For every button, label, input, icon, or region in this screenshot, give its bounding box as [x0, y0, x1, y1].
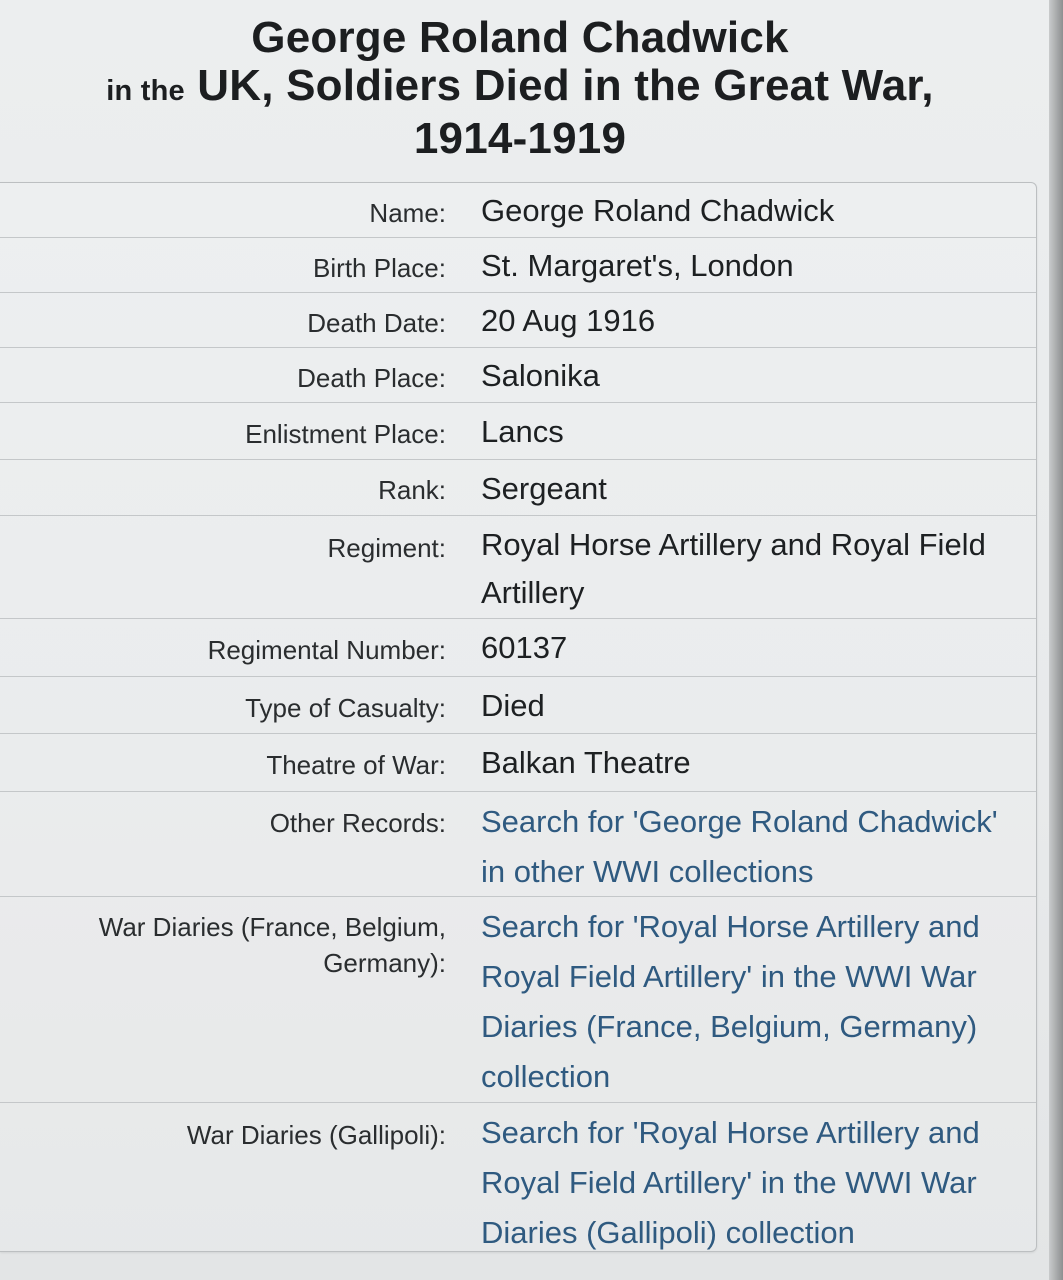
field-label-regiment: Regiment: — [327, 533, 446, 563]
table-row — [0, 348, 1036, 403]
table-row — [0, 619, 1036, 677]
table-row — [0, 183, 1036, 238]
record-table — [0, 182, 1037, 1252]
title-years: 1914-1919 — [413, 114, 627, 163]
table-row — [0, 238, 1036, 293]
field-value-type-of-casualty: Died — [481, 688, 545, 723]
field-value-birth-place: St. Margaret's, London — [481, 248, 794, 283]
page-edge-shadow — [1049, 0, 1063, 1280]
table-row — [0, 460, 1036, 516]
field-label-regimental-number: Regimental Number: — [207, 635, 446, 665]
table-row — [0, 403, 1036, 460]
title-collection-name: UK, Soldiers Died in the Great War, — [197, 61, 934, 110]
table-row — [0, 1103, 1036, 1249]
field-value-death-date: 20 Aug 1916 — [481, 303, 656, 338]
table-row — [0, 516, 1036, 619]
field-value-regiment: Royal Horse Artillery and Royal Field Artillery — [481, 527, 986, 610]
title-in-the: in the — [106, 75, 185, 107]
page-title — [0, 14, 1040, 163]
war-diaries-france-search-link[interactable]: Search for 'Royal Horse Artillery and Royal Field Artillery' in the WWI War Diaries (France, Belgium, Germany) collection — [481, 909, 980, 1094]
field-label-enlistment-place: Enlistment Place: — [245, 419, 446, 449]
field-label-rank: Rank: — [378, 475, 446, 505]
field-value-death-place: Salonika — [481, 358, 600, 393]
field-value-name: George Roland Chadwick — [481, 193, 835, 228]
field-value-theatre-of-war: Balkan Theatre — [481, 745, 691, 780]
field-label-death-place: Death Place: — [297, 363, 446, 393]
field-label-other-records: Other Records: — [269, 808, 446, 838]
field-value-enlistment-place: Lancs — [481, 414, 564, 449]
field-label-birth-place: Birth Place: — [313, 253, 446, 283]
field-value-rank: Sergeant — [481, 471, 607, 506]
field-value-regimental-number: 60137 — [481, 630, 568, 665]
field-label-name: Name: — [369, 198, 446, 228]
title-collection — [0, 62, 1040, 115]
field-label-war-diaries-france: War Diaries (France, Belgium, Germany): — [98, 912, 446, 978]
war-diaries-gallipoli-search-link[interactable]: Search for 'Royal Horse Artillery and Royal Field Artillery' in the WWI War Diaries (Gallipoli) collection — [481, 1115, 980, 1250]
field-label-death-date: Death Date: — [307, 308, 446, 338]
table-row — [0, 897, 1036, 1103]
field-label-war-diaries-gallipoli: War Diaries (Gallipoli): — [186, 1120, 446, 1150]
table-row — [0, 293, 1036, 348]
table-row — [0, 792, 1036, 897]
title-person-name: George Roland Chadwick — [251, 13, 789, 62]
field-label-theatre-of-war: Theatre of War: — [266, 750, 446, 780]
other-records-search-link[interactable]: Search for 'George Roland Chadwick' in other WWI collections — [481, 804, 998, 889]
table-row — [0, 734, 1036, 792]
field-label-type-of-casualty: Type of Casualty: — [245, 693, 446, 723]
table-row — [0, 677, 1036, 734]
